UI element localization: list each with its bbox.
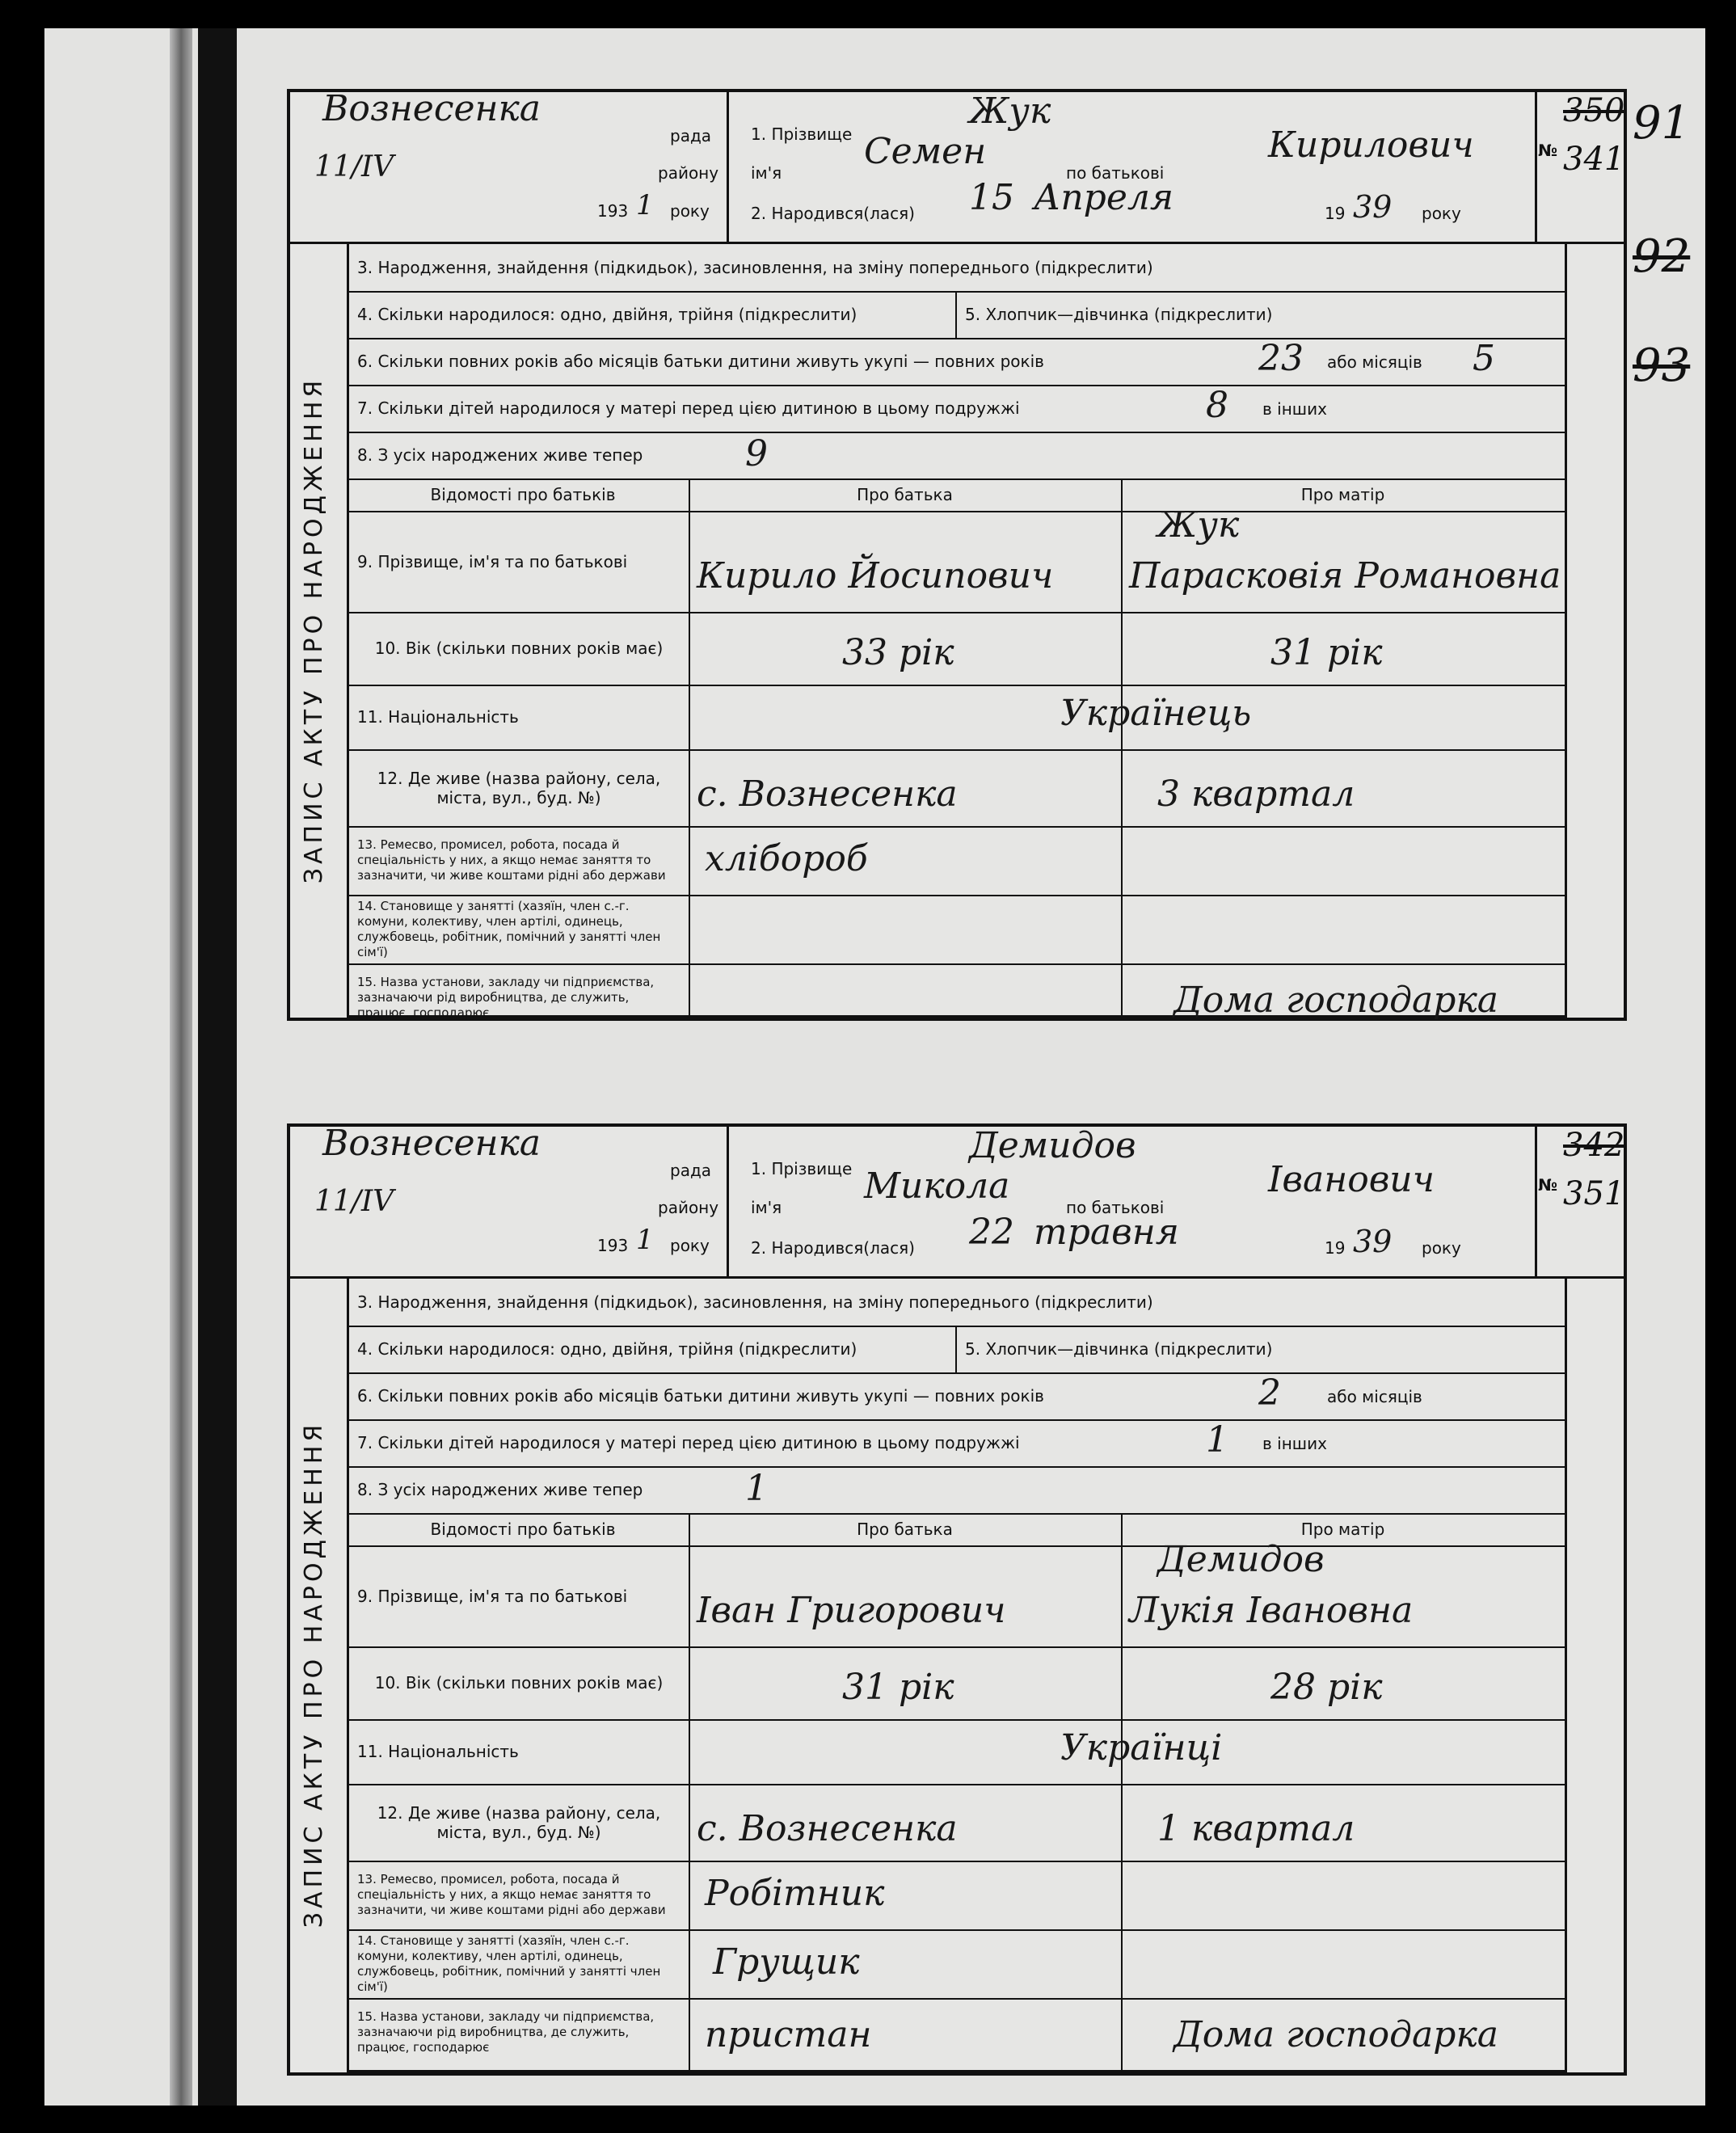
- field-text: Про батька: [857, 1520, 953, 1539]
- field-text: Парасковія Романовна: [1129, 555, 1561, 596]
- q7-row: [349, 1419, 1565, 1468]
- q8-row: [349, 432, 1565, 480]
- child-name: Семен: [864, 131, 987, 172]
- field-text: Українець: [1060, 693, 1252, 734]
- number-crossed: 350: [1563, 92, 1625, 129]
- field-text: 4. Скільки народилося: одно, двійня, трійня (підкреслити): [349, 1326, 957, 1372]
- field-text: хлібороб: [705, 838, 868, 879]
- margin-note: 93: [1633, 339, 1691, 392]
- born-label: 2. Народився(лася): [751, 204, 915, 223]
- field-text: Відомості про батьків: [430, 1520, 616, 1539]
- field-text: Лукія Івановна: [1129, 1590, 1414, 1631]
- record-date: 11/IV: [314, 150, 394, 183]
- q8-row: [349, 1466, 1565, 1515]
- margin-note: 92: [1633, 230, 1691, 283]
- field-text: або місяців: [1327, 1387, 1422, 1406]
- record-header: [290, 1123, 1625, 1279]
- year-hand: 1: [636, 189, 654, 221]
- row-age: [349, 612, 1565, 686]
- year-printed: 193: [597, 1236, 629, 1255]
- q4-row: [349, 291, 1565, 339]
- district-suffix: району: [658, 1198, 719, 1217]
- number-label: №: [1538, 1175, 1558, 1195]
- margin-note: 91: [1633, 97, 1691, 150]
- record-body: [347, 242, 1567, 1021]
- birth-day: 15: [969, 177, 1014, 218]
- q3-row: [349, 244, 1565, 293]
- q4-row: [349, 1326, 1565, 1374]
- field-text: 31 рік: [842, 1667, 954, 1708]
- child-surname: Жук: [969, 91, 1051, 132]
- field-text: Українці: [1060, 1727, 1223, 1768]
- q3-row: [349, 1279, 1565, 1327]
- child-patronymic: Іванович: [1268, 1159, 1435, 1200]
- field-text: 11. Національність: [357, 1742, 519, 1761]
- field-text: Демидов: [1157, 1539, 1325, 1580]
- field-text: 1 квартал: [1157, 1808, 1355, 1849]
- field-text: 8. З усіх народжених живе тепер: [357, 1480, 643, 1499]
- row-nationality: [349, 1719, 1565, 1785]
- field-text: 3. Народження, знайдення (підкидьок), засиновлення, на зміну попереднього (підкреслити): [357, 1292, 1153, 1312]
- field-text: ЗАПИС АКТУ ПРО НАРОДЖЕННЯ: [300, 1420, 329, 1929]
- row-address: [349, 1784, 1565, 1862]
- patronymic-label: по батькові: [1066, 163, 1165, 183]
- number-block: [1535, 92, 1624, 242]
- field-text: ЗАПИС АКТУ ПРО НАРОДЖЕННЯ: [300, 376, 329, 883]
- field-text: 13. Ремесво, промисел, робота, посада й спеціальність у них, а якщо немає заняття то зазначити, чи живе коштами рідні або держави: [357, 837, 666, 883]
- field-text: Дома господарка: [1173, 980, 1498, 1021]
- field-text: Про матір: [1300, 1520, 1385, 1539]
- field-text: 23: [1258, 338, 1304, 379]
- row-age: [349, 1646, 1565, 1721]
- field-text: 2: [1258, 1372, 1281, 1414]
- birth-day: 22: [969, 1212, 1014, 1253]
- birth-year-hand: 39: [1353, 189, 1393, 225]
- number-block: [1535, 1127, 1624, 1276]
- born-label: 2. Народився(лася): [751, 1238, 915, 1258]
- field-text: в інших: [1262, 1434, 1327, 1453]
- record-number: 341: [1563, 141, 1625, 178]
- birth-month: травня: [1034, 1212, 1179, 1253]
- parents-header-row: [349, 1513, 1565, 1547]
- row-position: [349, 895, 1565, 965]
- field-text: 9. Прізвище, ім'я та по батькові: [357, 551, 628, 571]
- field-text: 1: [1206, 1419, 1228, 1461]
- parents-header-row: [349, 478, 1565, 512]
- field-text: 6. Скільки повних років або місяців батьки дитини живуть укупі — повних років: [357, 1386, 1044, 1406]
- birth-year-hand: 39: [1353, 1224, 1393, 1259]
- field-text: 13. Ремесво, промисел, робота, посада й спеціальність у них, а якщо немає заняття то зазначити, чи живе коштами рідні або держави: [357, 1872, 666, 1917]
- field-text: 12. Де живе (назва району, села, міста, вул., буд. №): [377, 768, 661, 807]
- field-text: 15. Назва установи, закладу чи підприємства, зазначаючи рід виробництва, де служить, працює, господарює: [357, 2009, 655, 2055]
- field-text: 14. Становище у занятті (хазяїн, член с.-г. комуни, колективу, член артілі, одинець, службовець, робітник, помічний у занятті члeн сім'ї): [357, 1933, 661, 1994]
- row-fullname: [349, 504, 1565, 613]
- field-text: Дома господарка: [1173, 2014, 1498, 2055]
- field-text: 5. Хлопчик—дівчинка (підкреслити): [965, 305, 1273, 324]
- q6-row: [349, 1372, 1565, 1421]
- field-text: 11. Національність: [357, 707, 519, 727]
- field-text: Грущик: [713, 1941, 860, 1983]
- row-occupation: [349, 1861, 1565, 1931]
- field-text: пристан: [705, 2014, 872, 2055]
- field-text: 12. Де живе (назва району, села, міста, вул., буд. №): [377, 1802, 661, 1842]
- side-title: [290, 1276, 339, 2072]
- child-block: [727, 1127, 1537, 1276]
- row-workplace: [349, 1998, 1565, 2067]
- year-printed: 193: [597, 201, 629, 221]
- field-text: 14. Становище у занятті (хазяїн, член с.-г. комуни, колективу, член артілі, одинець, службовець, робітник, помічний у занятті члeн сім'ї): [357, 898, 661, 959]
- birth-record: [287, 89, 1627, 1021]
- field-text: 8. З усіх народжених живе тепер: [357, 445, 643, 465]
- year-suffix: року: [670, 1236, 710, 1255]
- field-text: 3 квартал: [1157, 774, 1355, 815]
- field-text: 5. Хлопчик—дівчинка (підкреслити): [965, 1339, 1273, 1359]
- birth-year-suffix: року: [1422, 204, 1461, 223]
- field-text: 28 рік: [1270, 1667, 1383, 1708]
- q6-row: [349, 338, 1565, 386]
- field-text: Кирило Йосипович: [697, 555, 1054, 596]
- field-text: Відомості про батьків: [430, 485, 616, 504]
- record-body: [347, 1276, 1567, 2072]
- number-label: №: [1538, 141, 1558, 160]
- row-fullname: [349, 1539, 1565, 1648]
- field-text: Про матір: [1300, 485, 1385, 504]
- council-suffix: рада: [670, 1161, 712, 1180]
- birth-year-printed: 19: [1325, 204, 1346, 223]
- row-address: [349, 749, 1565, 828]
- parents-table: [349, 478, 1565, 1021]
- birth-month: Апреля: [1034, 177, 1174, 218]
- record-date: 11/IV: [314, 1185, 394, 1218]
- binding-edge: [170, 28, 192, 2106]
- district-suffix: району: [658, 163, 719, 183]
- parents-table: [349, 1513, 1565, 2070]
- year-hand: 1: [636, 1224, 654, 1256]
- field-text: 31 рік: [1270, 632, 1383, 673]
- council-block: [290, 88, 729, 242]
- council-name: Вознесенка: [322, 1123, 541, 1164]
- record-number: 351: [1563, 1175, 1625, 1212]
- field-text: 4. Скільки народилося: одно, двійня, трійня (підкреслити): [349, 291, 957, 338]
- child-block: [727, 92, 1537, 242]
- field-text: 7. Скільки дітей народилося у матері перед цією дитиною в цьому подружжі: [357, 398, 1020, 418]
- field-text: або місяців: [1327, 352, 1422, 372]
- field-text: 1: [745, 1468, 768, 1509]
- child-surname: Демидов: [969, 1125, 1136, 1166]
- council-suffix: рада: [670, 126, 712, 145]
- field-text: 15. Назва установи, закладу чи підприємства, зазначаючи рід виробництва, де служить, працює, господарює: [357, 975, 655, 1020]
- field-text: 5: [1473, 338, 1495, 379]
- record-header: [290, 88, 1625, 244]
- field-text: 33 рік: [842, 632, 954, 673]
- q7-row: [349, 385, 1565, 433]
- field-text: 3. Народження, знайдення (підкидьок), засиновлення, на зміну попереднього (підкреслити): [357, 258, 1153, 277]
- field-text: Робітник: [705, 1873, 885, 1914]
- field-text: 8: [1206, 385, 1228, 426]
- field-text: Іван Григорович: [697, 1590, 1006, 1631]
- field-text: 7. Скільки дітей народилося у матері перед цією дитиною в цьому подружжі: [357, 1433, 1020, 1452]
- council-name: Вознесенка: [322, 88, 541, 129]
- surname-label: 1. Прізвище: [751, 1159, 853, 1178]
- row-workplace: [349, 963, 1565, 1032]
- number-crossed: 342: [1563, 1127, 1625, 1164]
- field-text: с. Вознесенка: [697, 774, 958, 815]
- birth-record: [287, 1123, 1627, 2076]
- birth-year-printed: 19: [1325, 1238, 1346, 1258]
- field-text: 9: [745, 433, 768, 474]
- row-occupation: [349, 826, 1565, 896]
- field-text: в інших: [1262, 399, 1327, 419]
- field-text: Жук: [1157, 504, 1240, 546]
- field-text: 10. Вік (скільки повних років має): [374, 639, 664, 658]
- field-text: 9. Прізвище, ім'я та по батькові: [357, 1586, 628, 1606]
- patronymic-label: по батькові: [1066, 1198, 1165, 1217]
- year-suffix: року: [670, 201, 710, 221]
- row-nationality: [349, 685, 1565, 751]
- side-title: [290, 242, 339, 1018]
- name-label: ім'я: [751, 163, 782, 183]
- field-text: 6. Скільки повних років або місяців батьки дитини живуть укупі — повних років: [357, 352, 1044, 371]
- council-block: [290, 1123, 729, 1276]
- name-label: ім'я: [751, 1198, 782, 1217]
- child-name: Микола: [864, 1166, 1010, 1207]
- field-text: 10. Вік (скільки повних років має): [374, 1673, 664, 1692]
- row-position: [349, 1929, 1565, 2000]
- child-patronymic: Кирилович: [1268, 124, 1474, 166]
- field-text: Про батька: [857, 485, 953, 504]
- binding-spine: [198, 28, 237, 2106]
- field-text: с. Вознесенка: [697, 1808, 958, 1849]
- surname-label: 1. Прізвище: [751, 124, 853, 144]
- birth-year-suffix: року: [1422, 1238, 1461, 1258]
